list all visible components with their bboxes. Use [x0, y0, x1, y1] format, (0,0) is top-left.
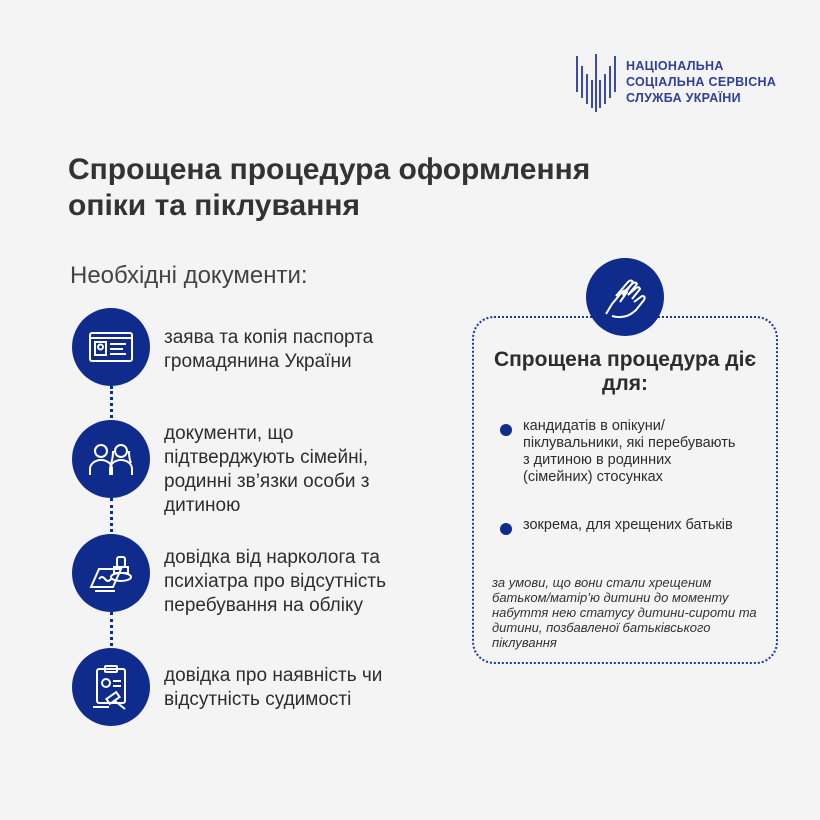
connector-line: [110, 386, 113, 418]
document-item: [72, 534, 454, 618]
bullet-dot: [500, 424, 512, 436]
document-label: довідка від нарколога та психіатра про відсутність перебування на обліку: [164, 547, 387, 616]
logo-line-1: НАЦІОНАЛЬНА: [626, 59, 724, 73]
bullet-text: кандидатів в опікуни/піклувальники, які перебувають з дитиною в родинних (сімейних) стосунках: [523, 418, 736, 485]
logo-line-3: СЛУЖБА УКРАЇНИ: [626, 91, 741, 105]
handshake-hands-icon: [586, 258, 664, 336]
trident-emblem-icon: [574, 52, 618, 114]
section-subtitle: Необхідні документи:: [70, 262, 308, 289]
document-label: довідка про наявність чи відсутність судимості: [164, 665, 383, 710]
title-line-1: Спрощена процедура оформлення: [68, 153, 591, 186]
passport-id-icon: [72, 308, 150, 386]
stamp-document-icon: [72, 534, 150, 612]
clipboard-gavel-icon: [72, 648, 150, 726]
nssu-logo: [574, 52, 776, 114]
family-people-icon: [72, 420, 150, 498]
document-label: документи, що підтверджують сімейні, родинні зв’язки особи з дитиною: [164, 423, 370, 516]
page-title: [68, 152, 768, 224]
bullet-dot: [500, 523, 512, 535]
card-note: за умови, що вони стали хрещеним батьком/матір’ю дитини до моменту набуття нею статусу дитини-сироти та дитини, позбавленої батьківського піклування: [492, 575, 757, 650]
card-bullet: [500, 418, 737, 486]
bullet-text: зокрема, для хрещених батьків: [523, 517, 733, 533]
document-item: [72, 308, 434, 386]
document-item: [72, 420, 414, 518]
card-title: Спрощена процедура діє для:: [493, 348, 757, 395]
document-item: [72, 648, 444, 726]
logo-line-2: СОЦІАЛЬНА СЕРВІСНА: [626, 75, 777, 89]
title-line-2: опіки та піклування: [68, 189, 360, 222]
document-label: заява та копія паспорта громадянина України: [164, 327, 374, 372]
card-bullet: [500, 517, 737, 535]
